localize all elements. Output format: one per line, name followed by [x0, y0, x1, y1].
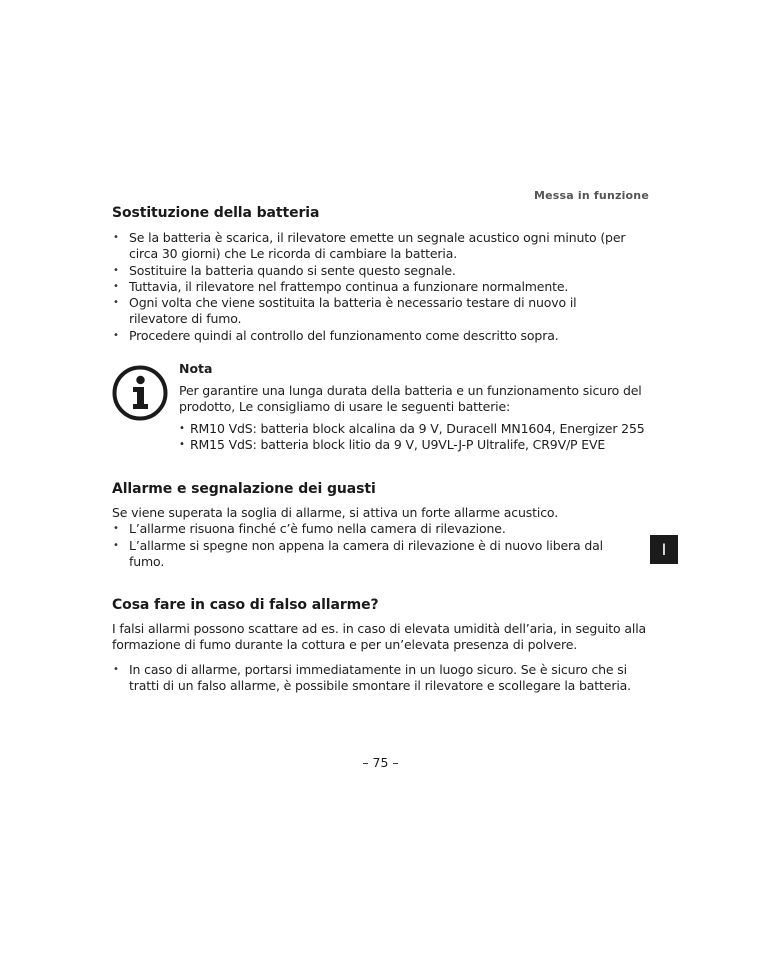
false-alarm-heading: Cosa fare in caso di falso allarme?: [112, 597, 379, 613]
alarm-bullet-list: [112, 521, 652, 570]
false-alarm-bullet-list: [112, 662, 652, 695]
list-item: • Sostituire la batteria quando si sente questo segnale.: [112, 263, 652, 279]
alarm-heading: Allarme e segnalazione dei guasti: [112, 481, 376, 497]
list-item: • L’allarme risuona finché c’è fumo nella camera di rilevazione.: [112, 521, 652, 537]
list-item: • Ogni volta che viene sostituita la batteria è necessario testare di nuovo il rilevatore di fumo.: [112, 295, 607, 328]
list-item: • L’allarme si spegne non appena la camera di rilevazione è di nuovo libera dal fumo.: [112, 538, 639, 571]
list-item: • RM10 VdS: batteria block alcalina da 9 V, Duracell MN1604, Energizer 255: [179, 421, 659, 437]
list-item: • Procedere quindi al controllo del funzionamento come descritto sopra.: [112, 328, 652, 344]
battery-section: [112, 205, 652, 344]
false-alarm-intro: I falsi allarmi possono scattare ad es. in caso di elevata umidità dell’aria, in seguito alla formazione di fumo durante la cottura e per un’elevata presenza di polvere.: [112, 621, 647, 653]
battery-recommendation-list: [179, 421, 659, 454]
alarm-section: [112, 481, 652, 570]
battery-heading: Sostituzione della batteria: [112, 205, 320, 221]
language-tab: I: [650, 535, 678, 564]
note-title: Nota: [179, 361, 213, 376]
list-item: • In caso di allarme, portarsi immediatamente in un luogo sicuro. Se è sicuro che si tratti di un falso allarme, è possibile smontare il rilevatore e scollegare la batteria.: [112, 662, 639, 695]
running-header: Messa in funzione: [533, 189, 649, 202]
list-item: • Se la batteria è scarica, il rilevatore emette un segnale acustico ogni minuto (per circa 30 giorni) che Le ricorda di cambiare la batteria.: [112, 230, 652, 263]
page-number: – 75 –: [362, 755, 399, 770]
note-block: [179, 361, 659, 453]
info-icon: [112, 365, 168, 421]
list-item: • RM15 VdS: batteria block litio da 9 V, U9VL-J-P Ultralife, CR9V/P EVE: [179, 437, 659, 453]
list-item: • Tuttavia, il rilevatore nel frattempo continua a funzionare normalmente.: [112, 279, 652, 295]
alarm-intro: Se viene superata la soglia di allarme, si attiva un forte allarme acustico.: [112, 505, 559, 520]
false-alarm-section: [112, 597, 652, 694]
battery-bullet-list: [112, 230, 652, 344]
note-text: Per garantire una lunga durata della batteria e un funzionamento sicuro del prodotto, Le consigliamo di usare le seguenti batterie:: [179, 383, 642, 415]
